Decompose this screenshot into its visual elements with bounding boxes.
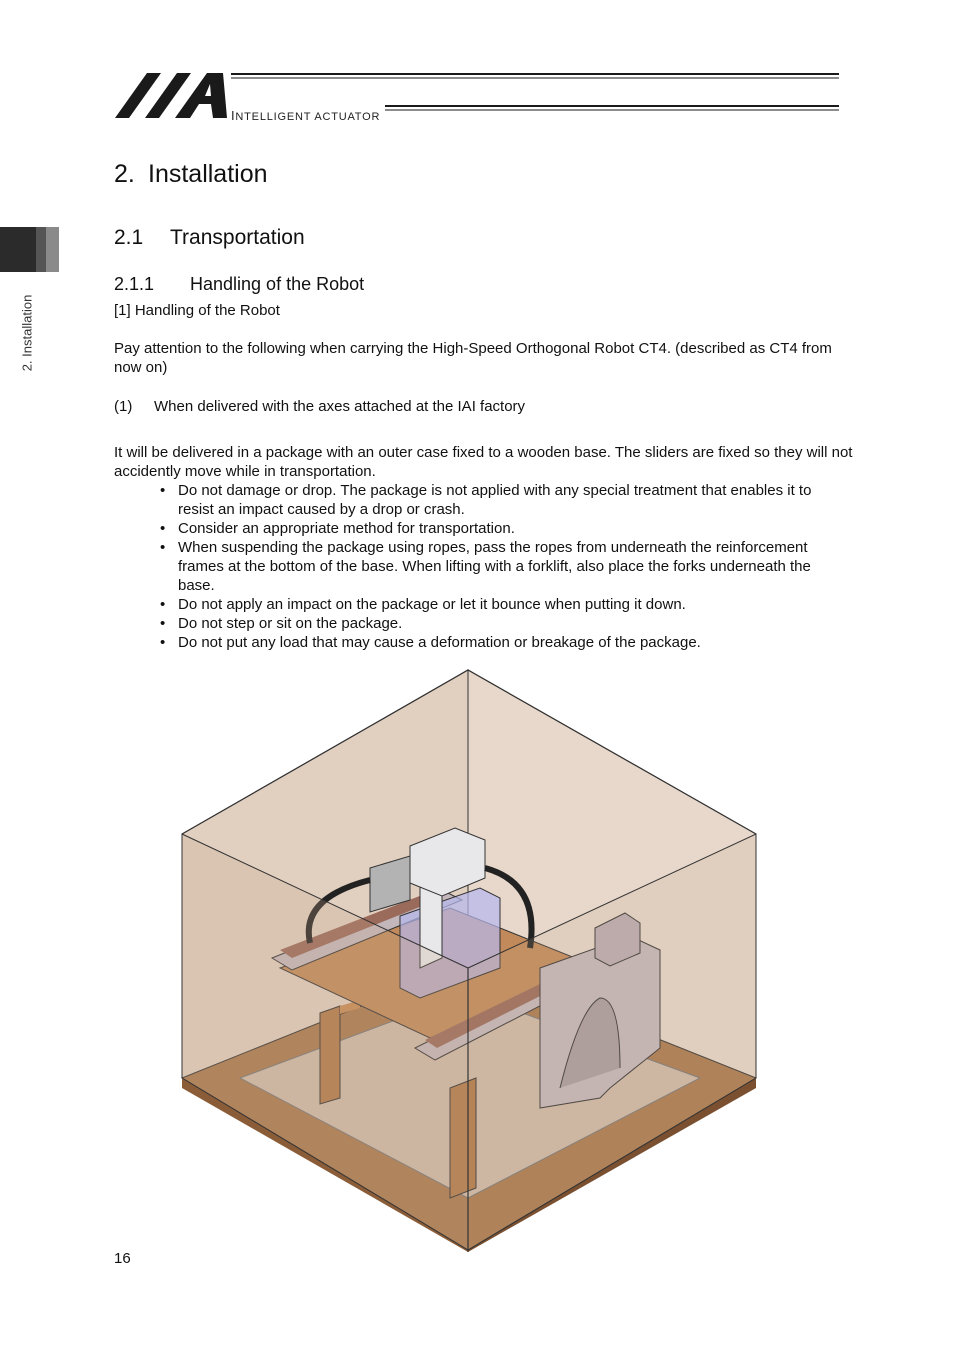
subsection-number: 2.1.1: [114, 274, 155, 294]
intro-paragraph: Pay attention to the following when carrying the High-Speed Orthogonal Robot CT4. (described as CT4 from now on): [114, 340, 832, 376]
list-item: • Do not step or sit on the package.: [160, 614, 850, 633]
subsection-title: Handling of the Robot: [190, 274, 365, 294]
page-number: 16: [114, 1250, 131, 1267]
case-heading: [114, 397, 525, 416]
side-tab-stripe-light: [46, 227, 59, 272]
chapter-title: Installation: [148, 160, 268, 188]
iai-logo: [115, 70, 839, 122]
section-heading: [114, 226, 305, 250]
list-item: • Do not damage or drop. The package is not applied with any special treatment that enables it to resist an impact caused by a drop or crash.: [160, 481, 850, 519]
chapter-heading: [114, 160, 268, 189]
section-number: 2.1: [114, 226, 144, 249]
list-item: • Consider an appropriate method for transportation.: [160, 519, 850, 538]
case-body-paragraph: It will be delivered in a package with an outer case fixed to a wooden base. The sliders are fixed so they will not accidently move while in transportation.: [114, 444, 853, 480]
list-item: • When suspending the package using ropes, pass the ropes from underneath the reinforcement frames at the bottom of the base. When lifting with a forklift, also place the forks underneath the base.: [160, 538, 850, 595]
side-tab-block: [0, 227, 36, 272]
case-title: When delivered with the axes attached at the IAI factory: [154, 398, 526, 415]
list-item: • Do not put any load that may cause a deformation or breakage of the package.: [160, 633, 850, 652]
chapter-number: 2.: [114, 160, 135, 188]
case-number: (1): [114, 398, 133, 415]
item-heading: [1] Handling of the Robot: [114, 302, 280, 319]
logo-graphic: [115, 70, 839, 122]
precaution-list: [160, 481, 850, 652]
logo-wordmark-initial: I: [231, 108, 236, 123]
package-illustration: [180, 668, 760, 1252]
side-tab-label: 2. Installation: [19, 294, 35, 372]
list-item: • Do not apply an impact on the package or let it bounce when putting it down.: [160, 595, 850, 614]
subsection-heading: [114, 274, 364, 295]
section-title: Transportation: [170, 226, 305, 249]
package-drawing: [180, 668, 760, 1252]
logo-wordmark-rest: NTELLIGENT ACTUATOR: [235, 111, 381, 123]
logo-wordmark: [231, 108, 380, 123]
side-tab-stripe-mid: [36, 227, 46, 272]
